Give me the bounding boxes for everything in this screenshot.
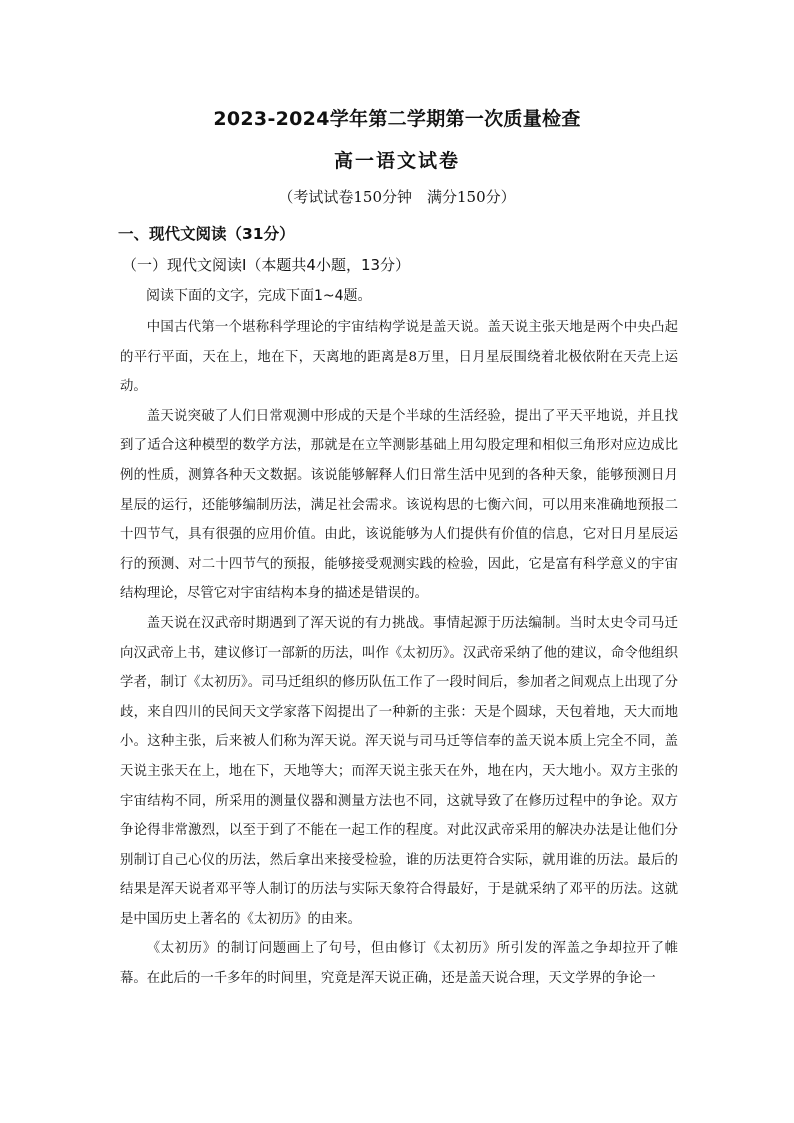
paragraph-1: 中国古代第一个堪称科学理论的宇宙结构学说是盖天说。盖天说主张天地是两个中央凸起的平行平面，天在上，地在下，天离地的距离是8万里，日月星辰围绕着北极依附在天壳上运动。	[120, 320, 678, 395]
exam-subtitle: 高一语文试卷	[333, 150, 460, 172]
exam-title: 2023-2024学年第二学期第一次质量检查	[213, 108, 581, 130]
article-body	[120, 313, 678, 994]
paragraph-4: 《太初历》的制订问题画上了句号，但由修订《太初历》所引发的浑盖之争却拉开了帷幕。在此后的一千多年的时间里，究竟是浑天说正确，还是盖天说合理，天文学界的争论一	[120, 941, 678, 987]
subsection-heading: （一）现代文阅读Ⅰ（本题共4小题，13分）	[122, 256, 411, 274]
section-heading: 一、现代文阅读（31分）	[118, 225, 295, 243]
exam-info: （考试试卷150分钟 满分150分）	[278, 188, 516, 206]
paragraph-3: 盖天说在汉武帝时期遇到了浑天说的有力挑战。事情起源于历法编制。当时太史令司马迁向汉武帝上书，建议修订一部新的历法，叫作《太初历》。汉武帝采纳了他的建议，命令他组织学者，制订《太初历》。司马迁组织的修历队伍工作了一段时间后，参加者之间观点上出现了分歧，来自四川的民间天文学家落下闳提出了一种新的主张：天是个圆球，天包着地，天大而地小。这种主张，后来被人们称为浑天说。浑天说与司马迁等信奉的盖天说本质上完全不同，盖天说主张天在上，地在下，天地等大；而浑天说主张天在外，地在内，天大地小。双方主张的宇宙结构不同，所采用的测量仪器和测量方法也不同，这就导致了在修历过程中的争论。双方争论得非常激烈，以至于到了不能在一起工作的程度。对此汉武帝采用的解决办法是让他们分别制订自己心仪的历法，然后拿出来接受检验，谁的历法更符合实际，就用谁的历法。最后的结果是浑天说者邓平等人制订的历法与实际天象符合得最好，于是就采纳了邓平的历法。这就是中国历史上著名的《太初历》的由来。	[120, 615, 678, 927]
reading-instruction: 阅读下面的文字，完成下面1~4题。	[146, 288, 372, 304]
paragraph-2: 盖天说突破了人们日常观测中形成的天是个半球的生活经验，提出了平天平地说，并且找到了适合这种模型的数学方法，那就是在立竿测影基础上用勾股定理和相似三角形对应边成比例的性质，测算各种天文数据。该说能够解释人们日常生活中见到的各种天象，能够预测日月星辰的运行，还能够编制历法，满足社会需求。该说构思的七衡六间，可以用来准确地预报二十四节气，具有很强的应用价值。由此，该说能够为人们提供有价值的信息，它对日月星辰运行的预测、对二十四节气的预报，能够接受观测实践的检验，因此，它是富有科学意义的宇宙结构理论，尽管它对宇宙结构本身的描述是错误的。	[120, 408, 678, 602]
